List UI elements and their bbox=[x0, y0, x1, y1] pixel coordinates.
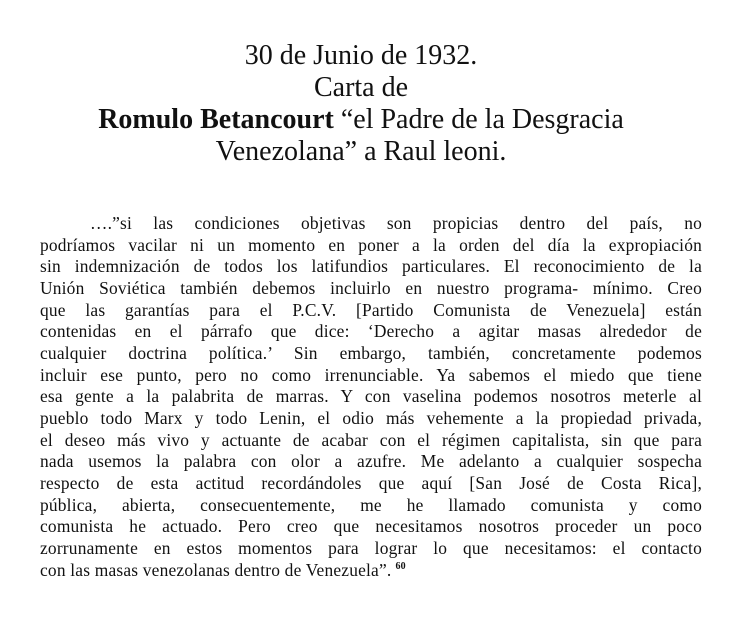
document-title bbox=[0, 40, 722, 168]
quote-line: cualquier doctrina política.’ Sin embargo, también, concretamente podemos bbox=[40, 342, 702, 363]
quote-line: con las masas venezolanas dentro de Venezuela”. bbox=[40, 559, 392, 580]
title-author-epithet: “el Padre de la Desgracia bbox=[333, 104, 624, 135]
quote-line: incluir ese punto, pero no como irrenunciable. Ya sabemos el miedo que tiene bbox=[40, 364, 702, 385]
quote-line: Unión Soviética también debemos incluirlo en nuestro programa- mínimo. Creo bbox=[40, 277, 702, 298]
letter-quote bbox=[40, 213, 702, 581]
quote-line: podríamos vacilar ni un momento en poner a la orden del día la expropiación bbox=[40, 234, 702, 255]
title-date: 30 de Junio de 1932. bbox=[244, 40, 478, 71]
title-author-line bbox=[0, 104, 722, 136]
quote-line: pública, abierta, consecuentemente, me he llamado comunista y como bbox=[40, 494, 702, 515]
title-recipient-line: Venezolana” a Raul leoni. bbox=[215, 136, 507, 167]
quote-line: nada usemos la palabra con olor a azufre. Me adelanto a cualquier sospecha bbox=[40, 451, 702, 472]
quote-line: respecto de esta actitud recordándoles que aquí [San José de Costa Rica], bbox=[40, 472, 702, 493]
title-author-name: Romulo Betancourt bbox=[98, 104, 334, 135]
quote-line: ….”si las condiciones objetivas son propicias dentro del país, no bbox=[90, 213, 702, 233]
footnote-reference[interactable]: 60 bbox=[395, 560, 406, 572]
quote-line: sin indemnización de todos los latifundios particulares. El reconocimiento de la bbox=[40, 256, 702, 277]
quote-line: que las garantías para el P.C.V. [Partido Comunista de Venezuela] están bbox=[40, 299, 702, 320]
quote-line: el deseo más vivo y actuante de acabar con el régimen capitalista, sin que para bbox=[40, 429, 702, 450]
quote-line: pueblo todo Marx y todo Lenin, el odio más vehemente a la propiedad privada, bbox=[40, 407, 702, 428]
quote-last-line bbox=[40, 560, 702, 582]
quote-line: contenidas en el párrafo que dice: ‘Derecho a agitar masas alrededor de bbox=[40, 321, 702, 342]
quote-line: comunista he actuado. Pero creo que necesitamos nosotros proceder un poco bbox=[40, 516, 702, 537]
quote-line: zorrunamente en estos momentos para lograr lo que necesitamos: el contacto bbox=[40, 537, 702, 558]
title-carta-de: Carta de bbox=[313, 72, 409, 103]
quote-line: esa gente a la palabrita de marras. Y con vaselina podemos nosotros meterle al bbox=[40, 386, 702, 407]
